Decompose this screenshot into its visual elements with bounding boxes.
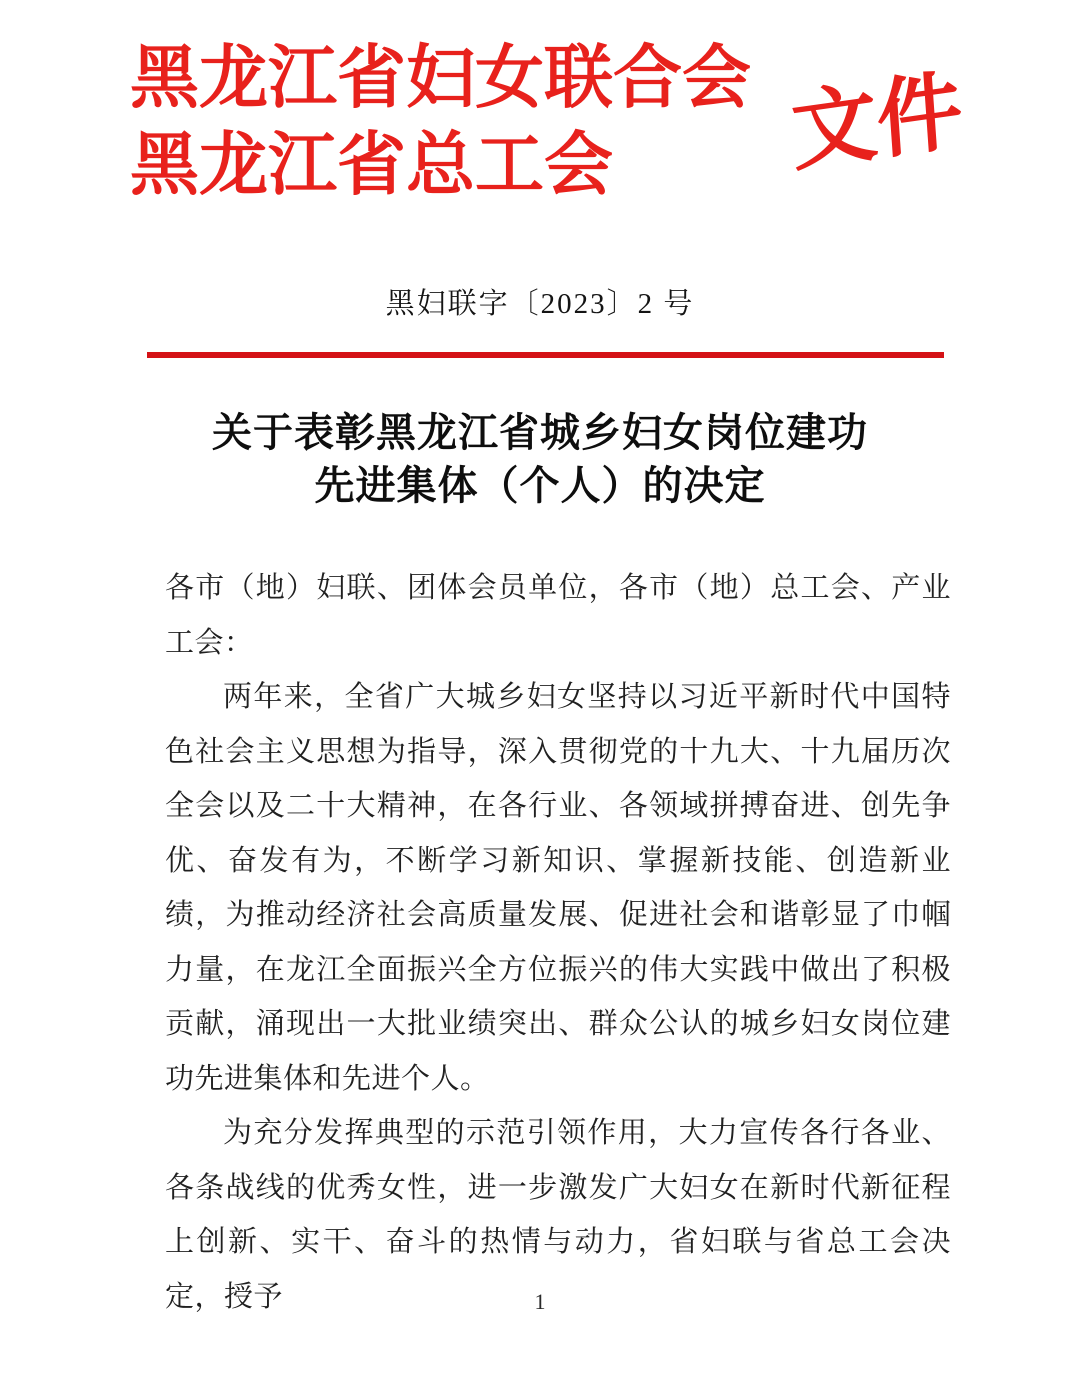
body-paragraph-1: 两年来，全省广大城乡妇女坚持以习近平新时代中国特色社会主义思想为指导，深入贯彻党的十九大、十九届历次全会以及二十大精神，在各行业、各领域拼搏奋进、创先争优、奋发有为，不断学习新知识、掌握新技能、创造新业绩，为推动经济社会高质量发展、促进社会和谐彰显了巾帼力量，在龙江全面振兴全方位振兴的伟大实践中做出了积极贡献，涌现出一大批业绩突出、群众公认的城乡妇女岗位建功先进集体和先进个人。	[165, 681, 951, 1095]
document-body	[165, 561, 951, 1324]
document-reference-number: 黑妇联字〔2023〕2 号	[385, 288, 695, 320]
document-title-line1: 关于表彰黑龙江省城乡妇女岗位建功	[212, 410, 868, 455]
red-divider-rule	[147, 352, 944, 358]
letterhead	[130, 40, 970, 203]
salutation-paragraph: 各市（地）妇联、团体会员单位，各市（地）总工会、产业工会：	[165, 572, 951, 659]
org-name-womens-federation: 黑龙江省妇女联合会	[130, 40, 751, 116]
document-word-wenjian: 文件	[788, 62, 966, 182]
document-title-line2: 先进集体（个人）的决定	[314, 463, 766, 508]
issuing-organizations	[130, 40, 785, 203]
page-number: 1	[534, 1289, 546, 1314]
document-title	[0, 406, 1080, 512]
body-paragraph-2: 为充分发挥典型的示范引领作用，大力宣传各行各业、各条战线的优秀女性，进一步激发广大妇女在新时代新征程上创新、实干、奋斗的热情与动力，省妇联与省总工会决定，授予	[165, 1117, 951, 1313]
org-name-trade-union: 黑龙江省总工会	[130, 127, 613, 203]
